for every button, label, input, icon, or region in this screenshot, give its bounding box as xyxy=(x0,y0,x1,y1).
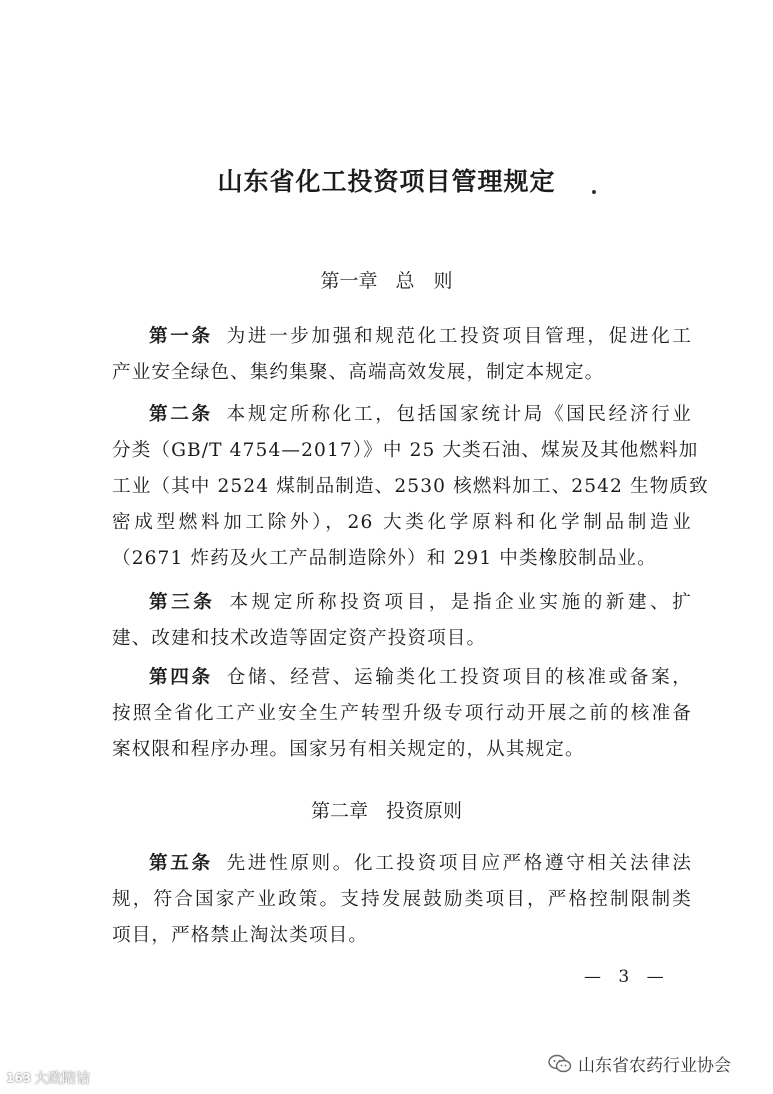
document-title: 山东省化工投资项目管理规定 xyxy=(217,167,556,196)
watermark-logo: 163 xyxy=(6,1071,32,1085)
article-line: 案权限和程序办理。国家另有相关规定的，从其规定。 xyxy=(112,739,585,760)
article-line: 第五条 先进性原则。化工投资项目应严格遵守相关法律法 xyxy=(149,853,692,874)
article-label: 第一条 xyxy=(149,326,213,347)
article-4 xyxy=(112,660,692,768)
wechat-watermark xyxy=(548,1051,731,1076)
article-3 xyxy=(112,585,692,657)
watermark-text: 大政陪诘 xyxy=(34,1071,91,1087)
chapter-2-heading xyxy=(0,796,773,823)
article-line: 第三条 本规定所称投资项目，是指企业实施的新建、扩 xyxy=(149,592,692,613)
article-5 xyxy=(112,846,692,954)
article-line: 第一条 为进一步加强和规范化工投资项目管理，促进化工 xyxy=(149,326,692,347)
article-line: 产业安全绿色、集约集聚、高端高效发展，制定本规定。 xyxy=(112,362,605,383)
article-line: 工业（其中 2524 煤制品制造、2530 核燃料加工、2542 生物质致 xyxy=(112,476,709,497)
article-line: 规，符合国家产业政策。支持发展鼓励类项目，严格控制限制类 xyxy=(112,889,692,910)
article-line: 分类（GB/T 4754—2017）》中 25 大类石油、煤炭及其他燃料加 xyxy=(112,440,699,461)
wechat-account-name: 山东省农药行业协会 xyxy=(578,1056,731,1076)
article-2 xyxy=(112,397,709,577)
article-line: 第四条 仓储、经营、运输类化工投资项目的核准或备案， xyxy=(149,667,692,688)
article-line: 建、改建和技术改造等固定资产投资项目。 xyxy=(112,628,487,649)
chapter-name: 总 则 xyxy=(395,270,453,292)
article-1 xyxy=(112,319,692,391)
chapter-name: 投资原则 xyxy=(386,800,463,822)
chapter-1-heading xyxy=(0,266,773,293)
article-line: 第二条 本规定所称化工，包括国家统计局《国民经济行业 xyxy=(149,404,692,425)
article-line: （2671 炸药及火工产品制造除外）和 291 中类橡胶制品业。 xyxy=(112,548,657,569)
article-label: 第三条 xyxy=(149,592,216,613)
dot-mark xyxy=(592,190,596,194)
article-line: 项目，严格禁止淘汰类项目。 xyxy=(112,925,369,946)
article-label: 第四条 xyxy=(149,667,213,688)
wechat-icon xyxy=(548,1054,572,1074)
chapter-number: 第一章 xyxy=(320,270,378,292)
article-line: 按照全省化工产业安全生产转型升级专项行动开展之前的核准备 xyxy=(112,703,692,724)
page-number: — 3 — xyxy=(584,967,670,987)
article-line: 密成型燃料加工除外），26 大类化学原料和化学制品制造业 xyxy=(112,512,692,533)
article-label: 第二条 xyxy=(149,404,213,425)
chapter-number: 第二章 xyxy=(310,800,368,822)
article-label: 第五条 xyxy=(149,853,213,874)
source-watermark xyxy=(6,1068,90,1088)
